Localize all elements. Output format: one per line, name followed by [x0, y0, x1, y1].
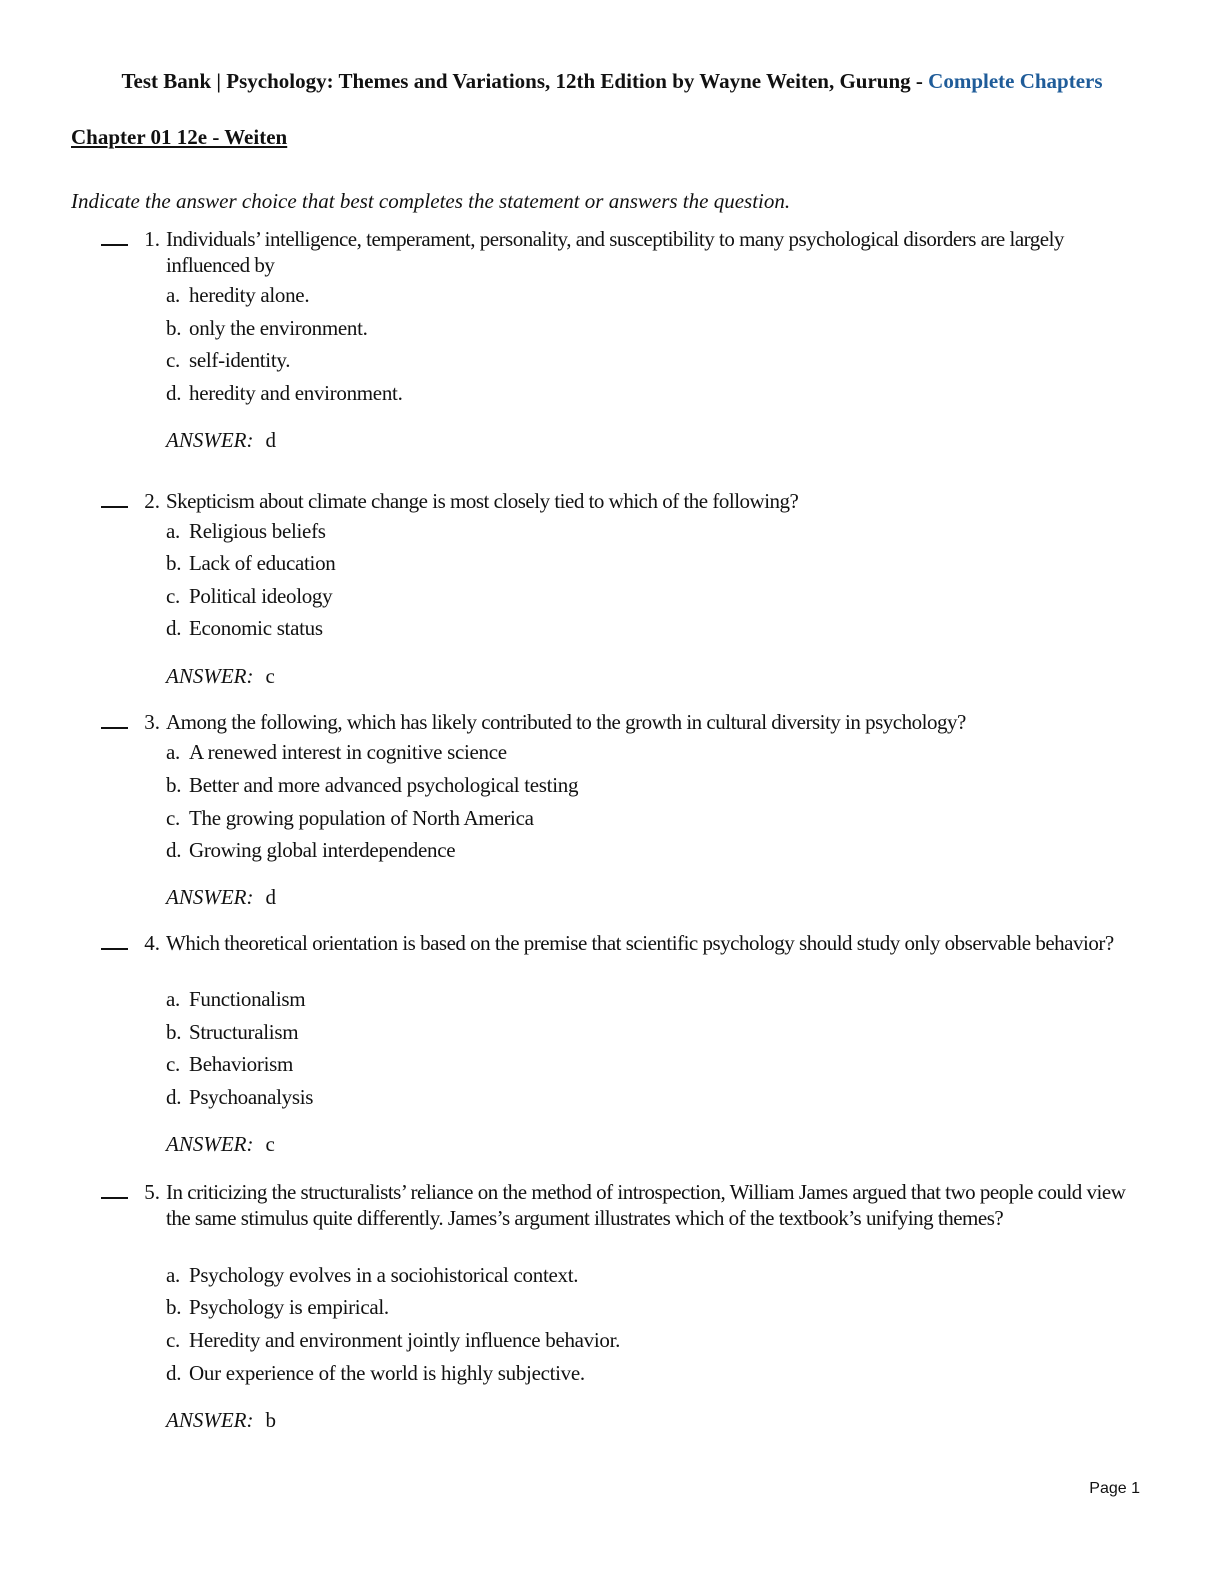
choice-letter: c.: [166, 806, 180, 830]
choice-text: Psychology is empirical.: [189, 1295, 389, 1319]
choice-letter: b.: [166, 773, 182, 797]
choice-letter: b.: [166, 1295, 182, 1319]
answer-label: ANSWER:: [166, 664, 254, 688]
choice-text: Growing global interdependence: [189, 838, 456, 862]
question-number: 3.: [144, 710, 160, 734]
question-number: 1.: [144, 227, 160, 251]
answer-value: d: [265, 885, 276, 909]
choice-letter: b.: [166, 1020, 182, 1044]
choice-letter: a.: [166, 740, 180, 764]
answer-label: ANSWER:: [166, 1132, 254, 1156]
choice-b: [166, 1019, 298, 1045]
answer-blank: [101, 244, 128, 246]
header-accent-text: Complete Chapters: [928, 69, 1103, 93]
choice-text: Lack of education: [189, 551, 336, 575]
question-text: Which theoretical orientation is based on the premise that scientific psychology should study only observable behavior?: [166, 931, 1114, 955]
choice-c: [166, 347, 290, 373]
answer-blank: [101, 948, 128, 950]
choice-text: only the environment.: [189, 316, 368, 340]
choice-a: [166, 986, 305, 1012]
answer-blank: [101, 727, 128, 729]
choice-text: The growing population of North America: [189, 806, 534, 830]
answer-label: ANSWER:: [166, 1408, 254, 1432]
answer-line: [166, 1407, 276, 1433]
header-separator: -: [910, 69, 929, 93]
document-header: [0, 69, 1224, 94]
choice-text: Structuralism: [189, 1020, 299, 1044]
choice-letter: d.: [166, 381, 182, 405]
choice-text: Behaviorism: [189, 1052, 294, 1076]
choice-text: Heredity and environment jointly influence behavior.: [189, 1328, 621, 1352]
choice-text: Psychology evolves in a sociohistorical context.: [189, 1263, 579, 1287]
chapter-title: Chapter 01 12e - Weiten: [71, 125, 288, 149]
header-title: Test Bank | Psychology: Themes and Variations, 12th Edition by Wayne Weiten, Gurung: [121, 69, 911, 93]
choice-text: Better and more advanced psychological testing: [189, 773, 579, 797]
choice-letter: b.: [166, 551, 182, 575]
choice-letter: d.: [166, 838, 182, 862]
choice-c: [166, 1327, 620, 1353]
answer-line: [166, 884, 276, 910]
choice-text: Religious beliefs: [189, 519, 326, 543]
choice-letter: d.: [166, 1361, 182, 1385]
choice-text: self-identity.: [189, 348, 291, 372]
answer-value: b: [265, 1408, 276, 1432]
choice-letter: d.: [166, 616, 182, 640]
question-text: Skepticism about climate change is most closely tied to which of the following?: [166, 489, 799, 513]
instructions: Indicate the answer choice that best completes the statement or answers the question.: [71, 189, 791, 213]
choice-a: [166, 1262, 578, 1288]
question-number: 2.: [144, 489, 160, 513]
choice-c: [166, 1051, 293, 1077]
choice-text: heredity and environment.: [189, 381, 403, 405]
answer-line: [166, 427, 276, 453]
choice-b: [166, 1294, 389, 1320]
choice-text: A renewed interest in cognitive science: [189, 740, 507, 764]
choice-letter: c.: [166, 348, 180, 372]
choice-a: [166, 518, 326, 544]
answer-blank: [101, 506, 128, 508]
answer-value: d: [265, 428, 276, 452]
choice-text: Psychoanalysis: [189, 1085, 314, 1109]
choice-letter: b.: [166, 316, 182, 340]
answer-blank: [101, 1197, 128, 1199]
choice-letter: a.: [166, 1263, 180, 1287]
choice-text: heredity alone.: [189, 283, 310, 307]
choice-c: [166, 583, 332, 609]
choice-text: Political ideology: [189, 584, 333, 608]
choice-letter: a.: [166, 987, 180, 1011]
choice-text: Our experience of the world is highly subjective.: [189, 1361, 585, 1385]
choice-text: Functionalism: [189, 987, 306, 1011]
choice-b: [166, 772, 578, 798]
question-number: 5.: [144, 1180, 160, 1204]
choice-letter: c.: [166, 584, 180, 608]
choice-c: [166, 805, 534, 831]
choice-d: [166, 615, 323, 641]
choice-letter: c.: [166, 1052, 180, 1076]
choice-letter: d.: [166, 1085, 182, 1109]
page-number: Page 1: [1089, 1480, 1140, 1497]
choice-d: [166, 1084, 313, 1110]
answer-label: ANSWER:: [166, 885, 254, 909]
answer-label: ANSWER:: [166, 428, 254, 452]
choice-d: [166, 380, 403, 406]
choice-a: [166, 282, 309, 308]
question-text: In criticizing the structuralists’ reliance on the method of introspection, William James argued that two people could view the same stimulus quite differently. James’s argument illustrates which of the textbook’s unifying themes?: [166, 1180, 1126, 1230]
choice-text: Economic status: [189, 616, 323, 640]
question-text: Individuals’ intelligence, temperament, personality, and susceptibility to many psychological disorders are largely influenced by: [166, 227, 1064, 277]
choice-b: [166, 550, 336, 576]
choice-letter: a.: [166, 519, 180, 543]
answer-value: c: [265, 664, 275, 688]
choice-letter: c.: [166, 1328, 180, 1352]
choice-letter: a.: [166, 283, 180, 307]
answer-value: c: [265, 1132, 275, 1156]
question-number: 4.: [144, 931, 160, 955]
choice-d: [166, 1360, 585, 1386]
question-text: Among the following, which has likely contributed to the growth in cultural diversity in psychology?: [166, 710, 966, 734]
choice-b: [166, 315, 368, 341]
choice-a: [166, 739, 507, 765]
choice-d: [166, 837, 455, 863]
answer-line: [166, 663, 275, 689]
answer-line: [166, 1131, 275, 1157]
